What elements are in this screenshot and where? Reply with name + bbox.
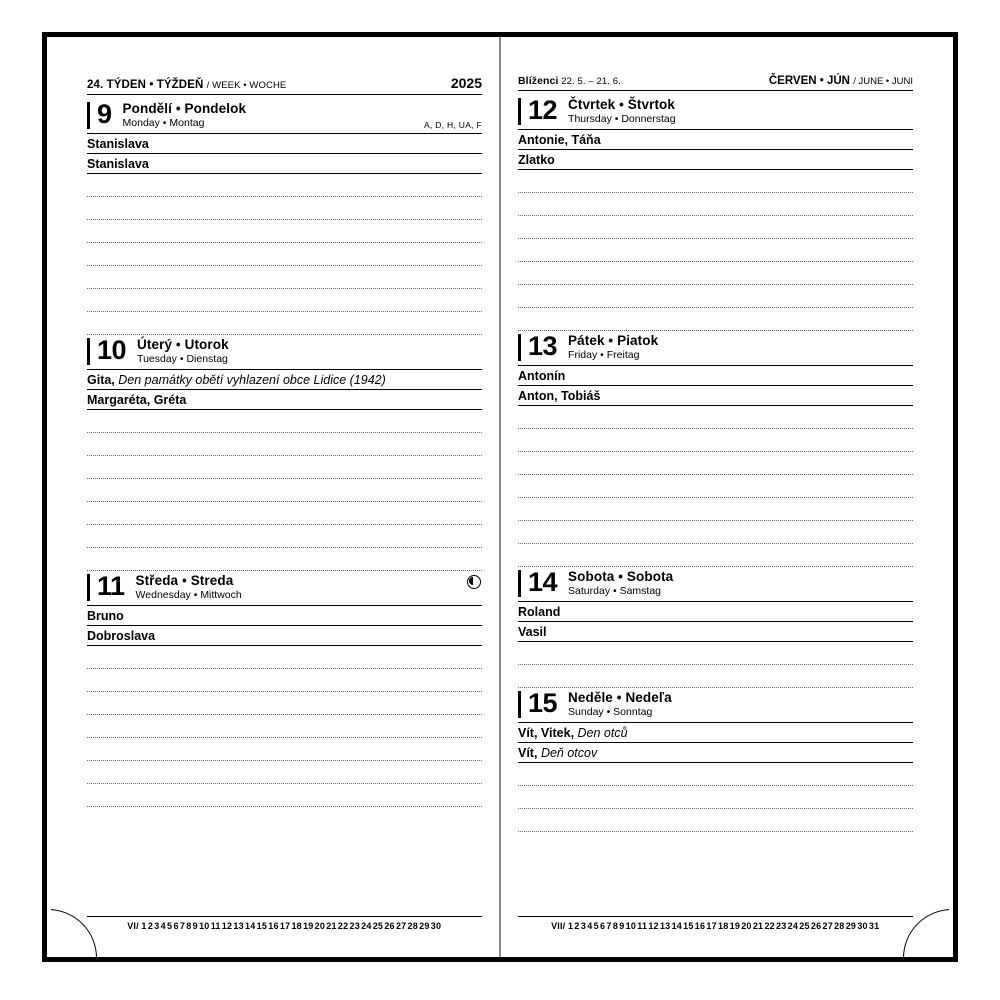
month-strip-day[interactable]: 27 bbox=[395, 921, 407, 931]
note-line[interactable] bbox=[518, 475, 913, 498]
month-strip-day[interactable]: 7 bbox=[179, 921, 186, 931]
day-name-primary: Pondělí • Pondelok bbox=[122, 101, 247, 116]
month-strip-day[interactable]: 21 bbox=[752, 921, 764, 931]
left-day-list bbox=[87, 101, 482, 807]
day-number: 9 bbox=[97, 99, 112, 129]
note-line[interactable] bbox=[518, 809, 913, 832]
note-line[interactable] bbox=[87, 479, 482, 502]
day-name-secondary: Tuesday • Dienstag bbox=[137, 353, 228, 365]
note-line[interactable] bbox=[87, 692, 482, 715]
note-line[interactable] bbox=[518, 544, 913, 567]
note-line[interactable] bbox=[87, 715, 482, 738]
nameday-names: Anton, Tobiáš bbox=[518, 389, 601, 403]
nameday-names: Stanislava bbox=[87, 157, 149, 171]
day-block-11 bbox=[87, 573, 482, 807]
month-strip-day[interactable]: 26 bbox=[384, 921, 395, 931]
day-header bbox=[518, 569, 913, 602]
day-name-group bbox=[137, 337, 229, 365]
note-line[interactable] bbox=[87, 266, 482, 289]
week-label bbox=[87, 79, 286, 91]
day-header bbox=[87, 101, 482, 134]
note-line[interactable] bbox=[87, 548, 482, 571]
note-line[interactable] bbox=[518, 262, 913, 285]
zodiac-range: 22. 5. – 21. 6. bbox=[561, 76, 621, 87]
note-line[interactable] bbox=[87, 410, 482, 433]
day-number-group bbox=[87, 337, 126, 365]
left-page-header bbox=[87, 75, 482, 95]
page-corner-cut-right bbox=[889, 899, 949, 959]
right-page-header bbox=[518, 75, 913, 91]
month-strip-day[interactable]: 11 bbox=[637, 921, 648, 931]
day-name-secondary: Friday • Freitag bbox=[568, 349, 640, 361]
month-strip-day[interactable]: 8 bbox=[612, 921, 619, 931]
nameday-line bbox=[87, 154, 482, 174]
note-line[interactable] bbox=[518, 521, 913, 544]
nameday-note: Den památky obětí vyhlazení obce Lidice (1942) bbox=[118, 373, 386, 387]
month-strip-day[interactable]: 7 bbox=[606, 921, 612, 931]
day-block-10 bbox=[87, 337, 482, 571]
day-block-9 bbox=[87, 101, 482, 335]
nameday-note: Den otců bbox=[577, 726, 628, 740]
month-strip-day[interactable]: 17 bbox=[706, 921, 717, 931]
note-line[interactable] bbox=[518, 452, 913, 475]
month-strip-day[interactable]: 1 bbox=[141, 921, 147, 931]
page-corner-cut-left bbox=[51, 899, 111, 959]
month-strip-day[interactable]: 8 bbox=[186, 921, 192, 931]
month-strip-day[interactable]: 29 bbox=[845, 921, 857, 931]
note-line[interactable] bbox=[518, 498, 913, 521]
month-strip-day[interactable]: 10 bbox=[625, 921, 637, 931]
nameday-names: Vít, bbox=[518, 746, 538, 760]
day-number: 14 bbox=[528, 567, 558, 597]
day-name-secondary: Monday • Montag bbox=[122, 117, 205, 129]
month-strip-day[interactable]: 22 bbox=[337, 921, 349, 931]
note-line[interactable] bbox=[87, 289, 482, 312]
month-strip-day[interactable]: 11 bbox=[210, 921, 221, 931]
month-strip-day[interactable]: 9 bbox=[619, 921, 625, 931]
day-block-13 bbox=[518, 333, 913, 567]
month-strip-day[interactable]: 12 bbox=[648, 921, 659, 931]
note-line[interactable] bbox=[518, 786, 913, 809]
nameday-line bbox=[518, 622, 913, 642]
note-line[interactable] bbox=[87, 456, 482, 479]
right-day-list bbox=[518, 97, 913, 832]
day-number-group bbox=[518, 569, 557, 597]
nameday-names: Gita, bbox=[87, 373, 115, 387]
note-line[interactable] bbox=[518, 193, 913, 216]
note-line[interactable] bbox=[87, 525, 482, 548]
day-number-group bbox=[518, 333, 557, 361]
day-number: 12 bbox=[528, 95, 558, 125]
nameday-names: Roland bbox=[518, 605, 561, 619]
month-strip-day[interactable]: 5 bbox=[167, 921, 173, 931]
day-accent-bar bbox=[87, 102, 90, 129]
month-strip-day[interactable]: 18 bbox=[291, 921, 302, 931]
month-strip-day[interactable]: 23 bbox=[349, 921, 360, 931]
nameday-names: Margaréta, Gréta bbox=[87, 393, 187, 407]
month-strip-day[interactable]: 24 bbox=[361, 921, 372, 931]
week-number-label: 24. TÝDEN • TÝŽDEŇ bbox=[87, 79, 204, 91]
day-number-group bbox=[87, 101, 112, 129]
left-month-roman: VI/ bbox=[127, 921, 139, 931]
right-month-strip bbox=[518, 916, 913, 931]
nameday-line bbox=[518, 386, 913, 406]
note-line[interactable] bbox=[518, 285, 913, 308]
day-block-15 bbox=[518, 690, 913, 832]
month-strip-day[interactable]: 3 bbox=[154, 921, 160, 931]
day-number-group bbox=[518, 97, 557, 125]
day-accent-bar bbox=[518, 98, 521, 125]
month-strip-day[interactable]: 25 bbox=[799, 921, 810, 931]
day-name-primary: Pátek • Piatok bbox=[568, 333, 659, 348]
nameday-line bbox=[518, 723, 913, 743]
nameday-line bbox=[87, 390, 482, 410]
day-number: 11 bbox=[97, 571, 125, 601]
note-line[interactable] bbox=[518, 239, 913, 262]
month-strip-day[interactable]: 28 bbox=[407, 921, 418, 931]
month-strip-day[interactable]: 23 bbox=[776, 921, 787, 931]
nameday-line bbox=[87, 370, 482, 390]
note-line[interactable] bbox=[87, 502, 482, 525]
day-name-primary: Středa • Streda bbox=[135, 573, 234, 588]
month-strip-day[interactable]: 30 bbox=[857, 921, 868, 931]
note-line[interactable] bbox=[518, 170, 913, 193]
month-strip-day[interactable]: 2 bbox=[574, 921, 580, 931]
note-line[interactable] bbox=[87, 761, 482, 784]
day-number: 10 bbox=[97, 335, 127, 365]
day-header bbox=[518, 690, 913, 723]
day-name-group bbox=[136, 573, 242, 601]
day-name-secondary: Saturday • Samstag bbox=[568, 585, 662, 597]
nameday-names: Zlatko bbox=[518, 153, 555, 167]
day-name-group bbox=[568, 690, 672, 718]
nameday-names: Vasil bbox=[518, 625, 547, 639]
nameday-line bbox=[518, 602, 913, 622]
month-strip-day[interactable]: 21 bbox=[326, 921, 337, 931]
day-number: 13 bbox=[528, 331, 558, 361]
month-strip-day[interactable]: 13 bbox=[233, 921, 244, 931]
month-strip-day[interactable]: 19 bbox=[303, 921, 314, 931]
nameday-note: Deň otcov bbox=[540, 746, 598, 760]
note-line[interactable] bbox=[518, 665, 913, 688]
day-name-primary: Neděle • Nedeľa bbox=[568, 690, 672, 705]
nameday-names: Antonín bbox=[518, 369, 566, 383]
month-strip-day[interactable]: 27 bbox=[822, 921, 833, 931]
note-line[interactable] bbox=[87, 220, 482, 243]
nameday-line bbox=[518, 743, 913, 763]
month-strip-day[interactable]: 9 bbox=[192, 921, 198, 931]
day-number-group bbox=[518, 690, 557, 718]
left-page bbox=[47, 37, 500, 957]
day-name-primary: Čtvrtek • Štvrtok bbox=[568, 97, 676, 112]
note-line[interactable] bbox=[518, 406, 913, 429]
note-line[interactable] bbox=[87, 174, 482, 197]
note-line[interactable] bbox=[87, 197, 482, 220]
nameday-line bbox=[87, 606, 482, 626]
month-strip-day[interactable]: 13 bbox=[659, 921, 671, 931]
month-strip-day[interactable]: 15 bbox=[256, 921, 268, 931]
day-block-12 bbox=[518, 97, 913, 331]
day-name-group bbox=[568, 97, 676, 125]
right-month-roman: VII/ bbox=[551, 921, 566, 931]
nameday-line bbox=[518, 130, 913, 150]
month-strip-day[interactable]: 22 bbox=[764, 921, 775, 931]
day-country-flags: A, D, H, UA, F bbox=[423, 120, 482, 130]
day-name-group bbox=[123, 101, 247, 129]
day-accent-bar bbox=[518, 570, 521, 597]
day-name-primary: Úterý • Utorok bbox=[137, 337, 229, 352]
note-line[interactable] bbox=[518, 429, 913, 452]
note-line[interactable] bbox=[518, 308, 913, 331]
month-strip-day[interactable]: 2 bbox=[147, 921, 154, 931]
month-strip-day[interactable]: 16 bbox=[694, 921, 706, 931]
nameday-line bbox=[518, 366, 913, 386]
month-strip-day[interactable]: 4 bbox=[587, 921, 593, 931]
day-header bbox=[518, 97, 913, 130]
day-name-primary: Sobota • Sobota bbox=[568, 569, 674, 584]
note-line[interactable] bbox=[518, 216, 913, 239]
month-strip-day[interactable]: 16 bbox=[268, 921, 279, 931]
day-number-group bbox=[87, 573, 125, 601]
day-number: 15 bbox=[528, 688, 558, 718]
month-name: ČERVEN • JÚN bbox=[768, 75, 850, 87]
note-line[interactable] bbox=[87, 312, 482, 335]
month-strip-day[interactable]: 14 bbox=[245, 921, 256, 931]
month-strip-day[interactable]: 29 bbox=[419, 921, 430, 931]
nameday-names: Dobroslava bbox=[87, 629, 156, 643]
zodiac-label bbox=[518, 75, 621, 87]
month-strip-day[interactable]: 31 bbox=[868, 921, 880, 931]
day-accent-bar bbox=[87, 338, 90, 365]
day-name-secondary: Wednesday • Mittwoch bbox=[135, 589, 242, 601]
day-accent-bar bbox=[87, 574, 90, 601]
month-strip-day[interactable]: 20 bbox=[314, 921, 326, 931]
nameday-names: Antonie, Táňa bbox=[518, 133, 601, 147]
nameday-line bbox=[87, 134, 482, 154]
day-accent-bar bbox=[518, 334, 521, 361]
nameday-names: Vít, Vitek, bbox=[518, 726, 575, 740]
nameday-names: Stanislava bbox=[87, 137, 149, 151]
month-strip-day[interactable]: 24 bbox=[787, 921, 799, 931]
month-label bbox=[769, 75, 913, 87]
note-line[interactable] bbox=[518, 642, 913, 665]
day-header bbox=[87, 337, 482, 370]
note-line[interactable] bbox=[518, 763, 913, 786]
month-strip-day[interactable]: 20 bbox=[741, 921, 752, 931]
month-strip-day[interactable]: 6 bbox=[600, 921, 606, 931]
day-name-group bbox=[568, 569, 673, 597]
month-strip-day[interactable]: 18 bbox=[718, 921, 729, 931]
month-strip-day[interactable]: 5 bbox=[593, 921, 599, 931]
month-strip-day[interactable]: 12 bbox=[221, 921, 233, 931]
day-name-secondary: Thursday • Donnerstag bbox=[568, 113, 676, 125]
right-page bbox=[500, 37, 953, 957]
day-accent-bar bbox=[518, 691, 521, 718]
note-line[interactable] bbox=[87, 784, 482, 807]
day-header bbox=[518, 333, 913, 366]
day-name-secondary: Sunday • Sonntag bbox=[568, 706, 653, 718]
planner-spread bbox=[42, 32, 958, 962]
month-sub: / JUNE • JUNI bbox=[853, 76, 913, 87]
note-line[interactable] bbox=[87, 669, 482, 692]
month-strip-day[interactable]: 26 bbox=[810, 921, 822, 931]
month-strip-day[interactable]: 1 bbox=[567, 921, 574, 931]
month-strip-day[interactable]: 3 bbox=[580, 921, 586, 931]
month-strip-day[interactable]: 28 bbox=[834, 921, 845, 931]
note-line[interactable] bbox=[87, 243, 482, 266]
note-line[interactable] bbox=[87, 646, 482, 669]
month-strip-day[interactable]: 19 bbox=[729, 921, 741, 931]
month-strip-day[interactable]: 15 bbox=[683, 921, 694, 931]
month-strip-day[interactable]: 17 bbox=[279, 921, 291, 931]
nameday-line bbox=[518, 150, 913, 170]
month-strip-day[interactable]: 10 bbox=[199, 921, 210, 931]
left-month-strip bbox=[87, 916, 482, 931]
note-line[interactable] bbox=[87, 738, 482, 761]
month-strip-day[interactable]: 6 bbox=[173, 921, 179, 931]
note-line[interactable] bbox=[87, 433, 482, 456]
zodiac-name: Blíženci bbox=[518, 75, 559, 87]
day-name-group bbox=[568, 333, 658, 361]
week-sub-label: / WEEK • WOCHE bbox=[206, 80, 287, 91]
month-strip-day[interactable]: 30 bbox=[430, 921, 442, 931]
year-label: 2025 bbox=[450, 75, 482, 91]
nameday-line bbox=[87, 626, 482, 646]
day-block-14 bbox=[518, 569, 913, 688]
moon-phase-icon bbox=[467, 575, 481, 589]
month-strip-day[interactable]: 14 bbox=[671, 921, 682, 931]
day-header bbox=[87, 573, 482, 606]
nameday-names: Bruno bbox=[87, 609, 124, 623]
month-strip-day[interactable]: 25 bbox=[372, 921, 384, 931]
month-strip-day[interactable]: 4 bbox=[160, 921, 166, 931]
